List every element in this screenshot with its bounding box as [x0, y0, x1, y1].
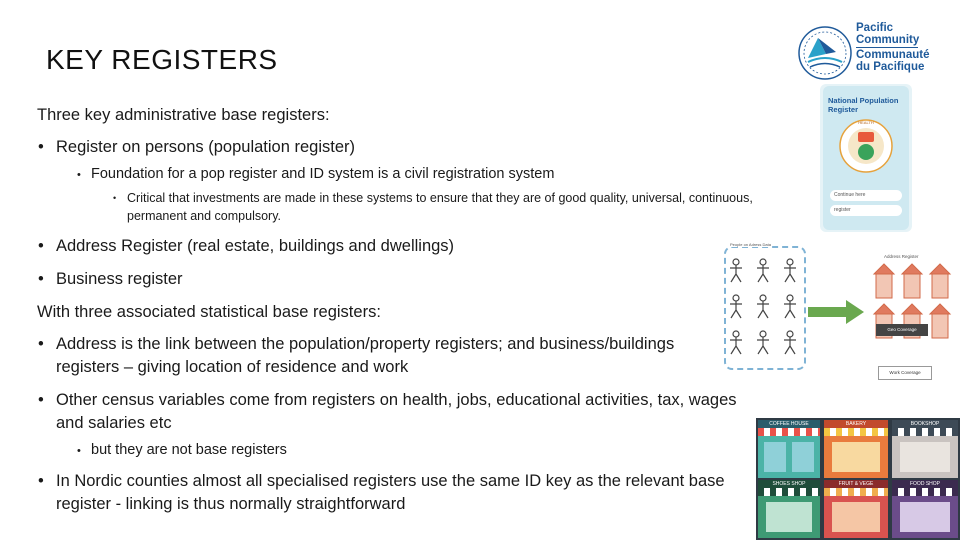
bullet-text: Register on persons (population register)	[56, 138, 355, 156]
bullet-marker: •	[38, 237, 44, 255]
subbullet-text: but they are not base registers	[91, 442, 287, 458]
bookshop-shop	[892, 420, 958, 478]
coffee-house-shop	[758, 420, 820, 478]
intro-text: Three key administrative base registers:	[37, 106, 330, 124]
fruit-vege-shop	[824, 480, 888, 538]
shop-sign-6: FOOD SHOP	[892, 480, 958, 488]
people-stick-figures-icon	[726, 250, 804, 368]
bullet-marker: •	[38, 391, 44, 409]
population-register-phone-image	[820, 84, 912, 232]
logo-line-1: Pacific	[856, 22, 894, 34]
subsubbullet-text: Critical that investments are made in these systems to ensure that they are of good quality, universal, continuous, permanent and compulsory.	[127, 191, 753, 223]
geo-coverage-box: Geo Coverage	[876, 324, 928, 336]
bullet-text: Other census variables come from registers on health, jobs, educational activities, tax, wages and salaries etc	[56, 391, 737, 432]
bullet-marker: •	[38, 335, 44, 353]
bullet-text: Address Register (real estate, buildings and dwellings)	[56, 237, 455, 255]
bullet-marker: •	[113, 193, 117, 203]
subsubbullet-critical	[113, 189, 757, 225]
logo-emblem-icon	[796, 24, 854, 82]
bullet-marker: •	[38, 138, 44, 156]
bullet-marker: •	[38, 270, 44, 288]
slide-title: KEY REGISTERS	[46, 44, 278, 75]
logo-line-3: Communauté	[856, 49, 930, 61]
bakery-shop	[824, 420, 888, 478]
bullet-address	[38, 235, 516, 258]
address-label: Address Register	[884, 254, 919, 259]
people-label: People on Adress Data	[730, 242, 771, 247]
subbullet-notbase	[77, 440, 491, 460]
bullet-persons	[38, 136, 476, 159]
people-grid-image	[724, 242, 806, 370]
shop-sign-4: SHOES SHOP	[758, 480, 820, 488]
shop-sign-3: BOOKSHOP	[892, 420, 958, 428]
shoes-shop	[758, 480, 820, 538]
bullet-text: Address is the link between the population/property registers; and business/buildings registers – giving location of residence and work	[56, 335, 675, 376]
phone-field-1: Continue here	[830, 190, 902, 201]
bullet-nordic	[38, 470, 756, 516]
arrow-right-icon	[808, 300, 864, 324]
work-coverage-box: Work Coverage	[878, 366, 932, 380]
bullet-marker: •	[77, 169, 81, 181]
bullet-census	[38, 389, 756, 435]
address-register-image	[870, 250, 958, 390]
shop-sign-5: FRUIT & VEGE	[824, 480, 888, 488]
bullet-text: Business register	[56, 270, 183, 288]
logo-line-4: du Pacifique	[856, 61, 925, 73]
bullet-business	[38, 268, 456, 291]
food-shop	[892, 480, 958, 538]
bullet-marker: •	[38, 472, 44, 490]
register-badge-icon	[838, 118, 894, 174]
badge-text: HEALTH	[858, 120, 874, 125]
pacific-community-logo	[796, 22, 956, 82]
logo-line-2: Community	[856, 34, 920, 46]
phone-title: National Population Register	[828, 96, 899, 114]
bullet-link	[38, 333, 728, 379]
subbullet-text: Foundation for a pop register and ID system is a civil registration system	[91, 166, 555, 182]
subbullet-civil	[77, 164, 611, 184]
shop-sign-1: COFFEE HOUSE	[758, 420, 820, 428]
shop-sign-2: BAKERY	[824, 420, 888, 428]
bullet-marker: •	[77, 445, 81, 457]
shops-street-image	[756, 418, 960, 540]
intro2-text: With three associated statistical base registers:	[37, 303, 381, 321]
phone-field-2: register	[830, 205, 902, 216]
bullet-text: In Nordic counties almost all specialised registers use the same ID key as the relevant base register - linking is thus normally straightforward	[56, 472, 725, 513]
